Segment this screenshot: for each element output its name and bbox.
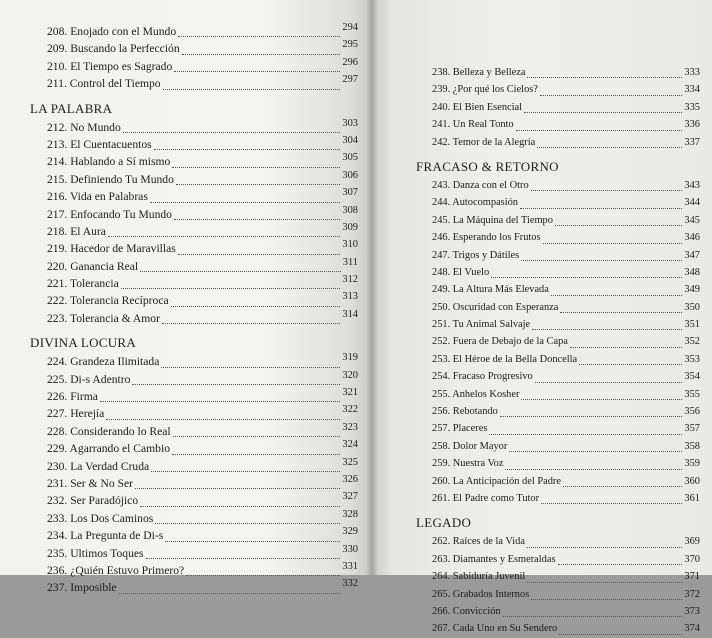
toc-entry	[30, 458, 358, 475]
dot-leader	[100, 400, 341, 402]
dot-leader	[172, 453, 340, 455]
dot-leader	[560, 311, 682, 313]
entry-page-number: 331	[342, 560, 358, 572]
section-heading: LEGADO	[416, 515, 472, 531]
entry-page-number: 311	[342, 256, 358, 268]
dot-leader	[121, 287, 341, 289]
entry-page-number: 361	[684, 492, 700, 504]
entry-title: 239. ¿Por qué los Cielos?	[432, 84, 538, 96]
entry-page-number: 322	[342, 404, 358, 416]
entry-page-number: 334	[684, 84, 700, 96]
toc-section	[416, 157, 700, 507]
toc-entry	[30, 579, 358, 596]
entry-page-number: 323	[342, 421, 358, 433]
entry-page-number: 313	[342, 291, 358, 303]
entry-title: 260. La Anticipación del Padre	[432, 475, 561, 487]
book-gutter	[366, 0, 378, 575]
entry-page-number: 305	[342, 152, 358, 164]
entry-page-number: 337	[684, 136, 700, 148]
entry-title: 252. Fuera de Debajo de la Capa	[432, 336, 568, 348]
dot-leader	[555, 224, 682, 226]
entry-title: 255. Anhelos Kosher	[432, 388, 520, 400]
entry-page-number: 296	[342, 56, 358, 68]
toc-entry	[416, 264, 700, 281]
toc-entry	[416, 386, 700, 403]
toc-entry	[30, 492, 358, 509]
toc-entry	[416, 620, 700, 637]
entry-title: 208. Enojado con el Mundo	[47, 25, 177, 38]
entry-page-number: 357	[684, 423, 700, 435]
entry-title: 259. Nuestra Voz	[432, 458, 504, 470]
entry-page-number: 352	[684, 336, 700, 348]
toc-entry	[30, 510, 358, 527]
entry-title: 258. Dolor Mayor	[432, 440, 508, 452]
entry-title: 209. Buscando la Perfección	[47, 42, 180, 56]
entry-page-number: 332	[342, 578, 358, 590]
entry-page-number: 310	[342, 239, 358, 251]
dot-leader	[123, 131, 341, 133]
entry-page-number: 356	[684, 406, 700, 418]
toc-entry	[30, 353, 358, 370]
toc-entry	[30, 545, 358, 562]
dot-leader	[174, 218, 340, 220]
toc-section	[416, 64, 700, 151]
toc-entry	[30, 527, 358, 544]
toc-entry	[416, 473, 700, 490]
dot-leader	[135, 487, 340, 489]
toc-entry	[416, 603, 700, 620]
entry-title: 250. Oscuridad con Esperanza	[432, 301, 559, 313]
toc-entry	[416, 351, 700, 368]
entry-title: 231. Ser & No Ser	[47, 476, 133, 490]
dot-leader	[540, 94, 682, 96]
toc-entry	[416, 229, 700, 246]
left-page	[0, 0, 372, 595]
entry-title: 256. Rebotando	[432, 406, 498, 418]
toc-entry	[416, 455, 700, 472]
entry-title: 265. Grabados Internos	[432, 588, 530, 600]
entry-title: 216. Vida en Palabras	[47, 190, 148, 204]
entry-title: 227. Herejía	[47, 407, 105, 421]
toc-entry	[416, 333, 700, 350]
dot-leader	[150, 201, 341, 203]
entry-page-number: 297	[342, 74, 358, 86]
dot-leader	[172, 166, 340, 168]
entry-title: 215. Definiendo Tu Mundo	[47, 172, 174, 186]
entry-title: 245. La Máquina del Tiempo	[432, 214, 553, 226]
dot-leader	[563, 485, 682, 487]
entry-page-number: 308	[342, 204, 358, 216]
entry-title: 247. Trigos y Dátiles	[432, 249, 520, 261]
entry-title: 219. Hacedor de Maravillas	[47, 242, 176, 256]
dot-leader	[491, 276, 682, 278]
right-page	[372, 0, 712, 635]
entry-title: 213. El Cuentacuentos	[47, 137, 152, 151]
toc-entry	[30, 405, 358, 422]
entry-title: 238. Belleza y Belleza	[432, 67, 526, 78]
entry-title: 228. Considerando lo Real	[47, 424, 171, 438]
toc-entry	[30, 188, 358, 205]
entry-title: 234. La Pregunta de Di-s	[47, 529, 164, 543]
toc-entry	[416, 194, 700, 211]
toc-entry	[416, 212, 700, 229]
toc-entry	[30, 136, 358, 153]
toc-entry	[416, 316, 700, 333]
toc-entry	[30, 388, 358, 405]
entry-title: 222. Tolerancia Recíproca	[47, 294, 169, 308]
toc-section	[30, 333, 358, 596]
toc-entry	[416, 533, 700, 550]
entry-page-number: 306	[342, 169, 358, 181]
dot-leader	[151, 470, 340, 472]
entry-title: 210. El Tiempo es Sagrado	[47, 59, 173, 73]
entry-page-number: 325	[342, 456, 358, 468]
toc-entry	[30, 206, 358, 223]
dot-leader	[140, 505, 340, 507]
dot-leader	[570, 346, 683, 348]
dot-leader	[559, 633, 682, 635]
dot-leader	[186, 574, 340, 576]
dot-leader	[174, 70, 340, 72]
entry-title: 249. La Altura Más Elevada	[432, 284, 549, 296]
dot-leader	[489, 433, 682, 435]
entry-page-number: 371	[684, 571, 700, 583]
dot-leader	[543, 242, 683, 244]
entry-title: 225. Di-s Adentro	[47, 372, 131, 386]
entry-page-number: 304	[342, 134, 358, 146]
entry-page-number: 355	[684, 388, 700, 400]
toc-entry	[30, 119, 358, 136]
entry-title: 262. Raíces de la Vida	[432, 536, 525, 548]
toc-entry	[416, 281, 700, 298]
entry-page-number: 348	[684, 266, 700, 278]
entry-title: 240. El Bien Esencial	[432, 101, 523, 113]
dot-leader	[176, 183, 341, 185]
toc-entry	[30, 240, 358, 257]
entry-title: 223. Tolerancia & Amor	[47, 311, 160, 325]
entry-page-number: 373	[684, 605, 700, 617]
dot-leader	[527, 581, 682, 583]
dot-leader	[521, 259, 682, 261]
entry-page-number: 303	[342, 117, 358, 129]
entry-title: 218. El Aura	[47, 224, 106, 238]
dot-leader	[500, 415, 683, 417]
entry-title: 261. El Padre como Tutor	[432, 492, 540, 504]
entry-title: 246. Esperando los Frutos	[432, 232, 541, 244]
entry-title: 232. Ser Paradójico	[47, 494, 139, 508]
entry-page-number: 349	[684, 284, 700, 296]
toc-entry	[30, 562, 358, 579]
entry-title: 243. Danza con el Otro	[432, 179, 529, 191]
entry-title: 221. Tolerancia	[47, 277, 119, 291]
entry-title: 244. Autocompasión	[432, 197, 519, 209]
dot-leader	[154, 148, 341, 150]
entry-title: 263. Diamantes y Esmeraldas	[432, 553, 556, 565]
entry-page-number: 294	[342, 22, 358, 33]
dot-leader	[527, 546, 682, 548]
entry-title: 254. Fracaso Progresivo	[432, 371, 533, 383]
dot-leader	[527, 76, 682, 78]
dot-leader	[516, 129, 683, 131]
dot-leader	[140, 270, 341, 272]
entry-title: 264. Sabiduría Juvenil	[432, 571, 526, 583]
toc-section	[30, 99, 358, 328]
entry-page-number: 360	[684, 475, 700, 487]
entry-page-number: 295	[342, 39, 358, 51]
dot-leader	[182, 53, 341, 55]
toc-entry	[416, 551, 700, 568]
dot-leader	[558, 563, 683, 565]
toc-entry	[416, 81, 700, 98]
entry-page-number: 372	[684, 588, 700, 600]
section-heading: FRACASO & RETORNO	[416, 158, 559, 174]
entry-title: 230. La Verdad Cruda	[47, 459, 150, 473]
entry-page-number: 335	[684, 101, 700, 113]
toc-entry	[30, 423, 358, 440]
entry-title: 251. Tu Animal Salvaje	[432, 319, 531, 331]
dot-leader	[531, 189, 683, 191]
dot-leader	[178, 253, 341, 255]
entry-page-number: 312	[342, 274, 358, 286]
toc-entry	[30, 310, 358, 327]
entry-title: 266. Convicción	[432, 605, 501, 617]
dot-leader	[146, 557, 341, 559]
entry-title: 224. Grandeza Ilimitada	[47, 355, 160, 369]
entry-page-number: 359	[684, 458, 700, 470]
toc-entry	[416, 116, 700, 133]
entry-title: 214. Hablando a Sí mismo	[47, 155, 171, 169]
entry-page-number: 350	[684, 301, 700, 313]
entry-title: 237. Imposible	[47, 581, 117, 595]
dot-leader	[551, 294, 683, 296]
dot-leader	[119, 592, 341, 594]
entry-page-number: 344	[684, 197, 700, 209]
entry-page-number: 346	[684, 232, 700, 244]
toc-entry	[416, 586, 700, 603]
dot-leader	[155, 522, 340, 524]
dot-leader	[108, 235, 340, 237]
entry-page-number: 358	[684, 440, 700, 452]
entry-page-number: 329	[342, 526, 358, 538]
toc-entry	[416, 134, 700, 151]
dot-leader	[165, 540, 340, 542]
toc-entry	[30, 275, 358, 292]
toc-entry	[416, 247, 700, 264]
dot-leader	[579, 363, 682, 365]
entry-title: 211. Control del Tiempo	[47, 77, 161, 91]
entry-title: 212. No Mundo	[47, 120, 121, 134]
toc-entry	[416, 568, 700, 585]
entry-page-number: 314	[342, 308, 358, 320]
entry-page-number: 374	[684, 623, 700, 635]
entry-title: 253. El Héroe de la Bella Doncella	[432, 353, 578, 365]
dot-leader	[106, 418, 340, 420]
entry-title: 229. Agarrando el Cambio	[47, 442, 170, 456]
section-heading: LA PALABRA	[30, 100, 113, 116]
toc-entry	[30, 58, 358, 75]
entry-title: 226. Firma	[47, 390, 98, 404]
entry-page-number: 327	[342, 491, 358, 503]
entry-title: 233. Los Dos Caminos	[47, 511, 154, 525]
entry-title: 241. Un Real Tonto	[432, 119, 514, 131]
toc-entry	[416, 299, 700, 316]
toc-section	[416, 513, 700, 637]
entry-page-number: 324	[342, 439, 358, 451]
entry-title: 267. Cada Uno en Su Sendero	[432, 623, 558, 635]
toc-entry	[416, 99, 700, 116]
entry-title: 236. ¿Quién Estuvo Primero?	[47, 563, 185, 577]
toc-section	[30, 23, 358, 93]
dot-leader	[541, 502, 682, 504]
toc-entry	[416, 490, 700, 507]
toc-entry	[416, 438, 700, 455]
toc-entry	[416, 177, 700, 194]
entry-page-number: 354	[684, 371, 700, 383]
entry-page-number: 333	[684, 67, 700, 78]
entry-page-number: 345	[684, 214, 700, 226]
toc-entry	[30, 440, 358, 457]
dot-leader	[520, 207, 682, 209]
dot-leader	[505, 468, 682, 470]
dot-leader	[178, 35, 340, 37]
dot-leader	[503, 615, 683, 617]
entry-title: 242. Temor de la Alegría	[432, 136, 536, 148]
toc-entry	[30, 223, 358, 240]
dot-leader	[132, 383, 340, 385]
toc-entry	[416, 64, 700, 81]
dot-leader	[509, 450, 682, 452]
toc-entry	[30, 371, 358, 388]
dot-leader	[524, 111, 682, 113]
entry-page-number: 336	[684, 119, 700, 131]
entry-page-number: 307	[342, 187, 358, 199]
entry-title: 235. Ultimos Toques	[47, 546, 144, 560]
entry-page-number: 347	[684, 249, 700, 261]
entry-page-number: 370	[684, 553, 700, 565]
toc-entry	[416, 368, 700, 385]
toc-entry	[30, 292, 358, 309]
entry-page-number: 320	[342, 369, 358, 381]
entry-page-number: 330	[342, 543, 358, 555]
toc-entry	[30, 171, 358, 188]
section-heading: DIVINA LOCURA	[30, 335, 137, 351]
entry-page-number: 328	[342, 508, 358, 520]
entry-page-number: 326	[342, 473, 358, 485]
entry-title: 220. Ganancia Real	[47, 259, 139, 273]
dot-leader	[521, 398, 682, 400]
dot-leader	[537, 146, 682, 148]
entry-page-number: 321	[342, 387, 358, 399]
dot-leader	[162, 322, 340, 324]
entry-page-number: 369	[684, 536, 700, 548]
entry-page-number: 351	[684, 319, 700, 331]
toc-entry	[30, 23, 358, 40]
toc-entry	[30, 475, 358, 492]
dot-leader	[171, 305, 341, 307]
entry-title: 217. Enfocando Tu Mundo	[47, 207, 172, 221]
entry-page-number: 309	[342, 221, 358, 233]
entry-page-number: 343	[684, 179, 700, 191]
dot-leader	[173, 435, 341, 437]
toc-entry	[30, 153, 358, 170]
toc-entry	[416, 403, 700, 420]
entry-title: 257. Placeres	[432, 423, 488, 435]
dot-leader	[531, 598, 682, 600]
dot-leader	[161, 366, 340, 368]
entry-page-number: 319	[342, 352, 358, 364]
dot-leader	[535, 381, 683, 383]
dot-leader	[532, 328, 682, 330]
toc-entry	[30, 258, 358, 275]
toc-entry	[30, 75, 358, 92]
toc-entry	[416, 420, 700, 437]
entry-title: 248. El Vuelo	[432, 266, 490, 278]
dot-leader	[163, 88, 341, 90]
entry-page-number: 353	[684, 353, 700, 365]
toc-entry	[30, 40, 358, 57]
